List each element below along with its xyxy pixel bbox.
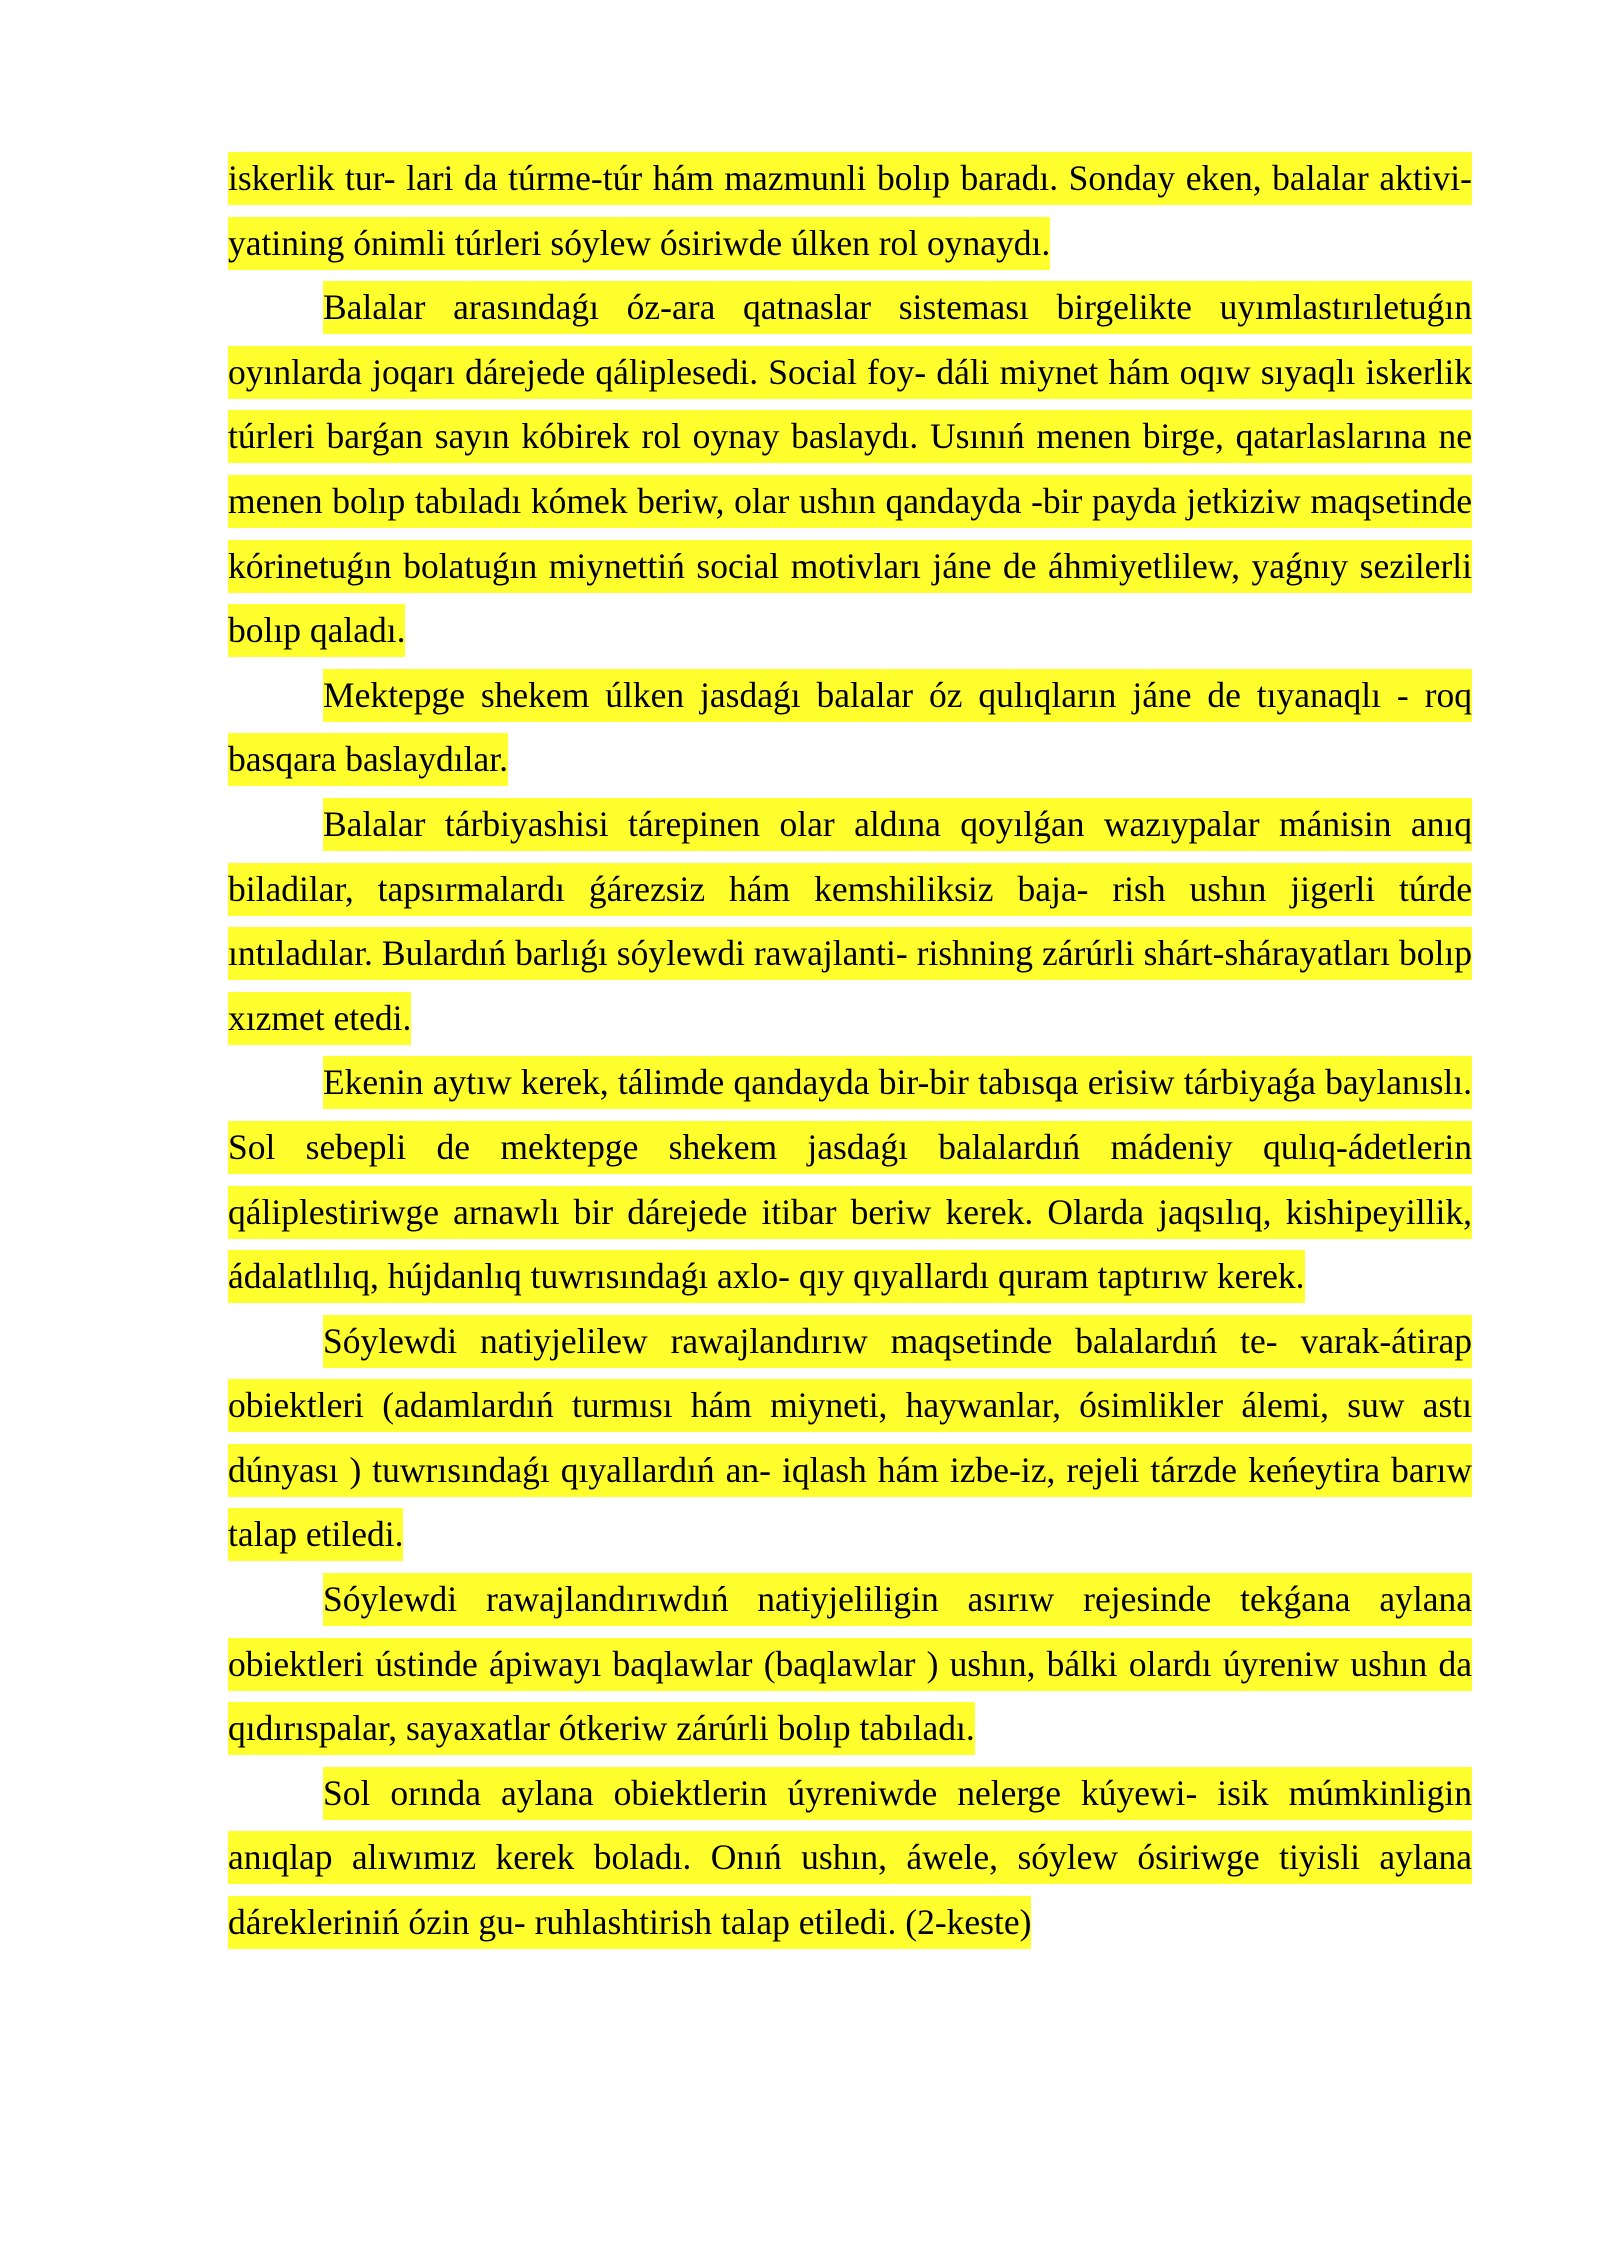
paragraph-6 <box>228 1309 1472 1567</box>
paragraph-4 <box>228 792 1472 1050</box>
highlighted-text: Sóylewdi rawajlandırıwdıń natiyjeliligin asırıw rejesinde tekǵana aylana obiektleri ústinde ápiwayı baqlawlar (baqlawlar ) ushın, bálki olardı úyreniw ushın da qıdırıspalar, sayaxatlar ótkeriw zárúrli bolıp tabıladı. <box>228 1573 1472 1755</box>
highlighted-text: iskerlik tur- lari da túrme-túr hám mazmunli bolıp baradı. Sonday eken, balalar aktivi- yatining ónimli túrleri sóylew ósiriwde úlken rol oynaydı. <box>228 152 1472 270</box>
highlighted-text: Sol orında aylana obiektlerin úyreniwde nelerge kúyewi- isik múmkinligin anıqlap alıwımız kerek boladı. Onıń ushın, áwele, sóylew ósiriwge tiyisli aylana dárekleriniń ózin gu- ruhlashtirish talap etiledi. (2-keste) <box>228 1767 1472 1949</box>
highlighted-text: Ekenin aytıw kerek, tálimde qandayda bir-bir tabısqa erisiw tárbiyaǵa baylanıslı. Sol sebepli de mektepge shekem jasdaǵı balalardıń mádeniy qulıq-ádetlerin qáliplestiriwge arnawlı bir dárejede itibar beriw kerek. Olarda jaqsılıq, kishipeyillik, ádalatlılıq, hújdanlıq tuwrısındaǵı axlo- qıy qıyallardı quram taptırıw kerek. <box>228 1056 1472 1303</box>
paragraph-8 <box>228 1761 1472 1955</box>
highlighted-text: Balalar arasındaǵı óz-ara qatnaslar sisteması birgelikte uyımlastırıletuǵın oyınlarda joqarı dárejede qáliplesedi. Social foy- dáli miynet hám oqıw sıyaqlı iskerlik túrleri barǵan sayın kóbirek rol oynay baslaydı. Usınıń menen birge, qatarlaslarına ne menen bolıp tabıladı kómek beriw, olar ushın qandayda -bir payda jetkiziw maqsetinde kórinetuǵın bolatuǵın miynettiń social motivları jáne de áhmiyetlilew, yaǵnıy sezilerli bolıp qaladı. <box>228 281 1472 657</box>
paragraph-5 <box>228 1050 1472 1308</box>
paragraph-2 <box>228 275 1472 663</box>
paragraph-1 <box>228 146 1472 275</box>
highlighted-text: Balalar tárbiyashisi tárepinen olar aldına qoyılǵan wazıypalar mánisin anıq biladilar, tapsırmalardı ǵárezsiz hám kemshiliksiz baja- rish ushın jigerli túrde ıntıladılar. Bulardıń barlıǵı sóylewdi rawajlanti- rishning zárúrli shárt-shárayatları bolıp xızmet etedi. <box>228 798 1472 1045</box>
paragraph-3 <box>228 663 1472 792</box>
paragraph-7 <box>228 1567 1472 1761</box>
highlighted-text: Sóylewdi natiyjelilew rawajlandırıw maqsetinde balalardıń te- varak-átirap obiektleri (adamlardıń turmısı hám miyneti, haywanlar, ósimlikler álemi, suw astı dúnyası ) tuwrısındaǵı qıyallardıń an- iqlash hám izbe-iz, rejeli tárzde keńeytira barıw talap etiledi. <box>228 1315 1472 1562</box>
highlighted-text: Mektepge shekem úlken jasdaǵı balalar óz qulıqların jáne de tıyanaqlı - roq basqara baslaydılar. <box>228 669 1472 787</box>
document-body <box>228 146 1472 1955</box>
